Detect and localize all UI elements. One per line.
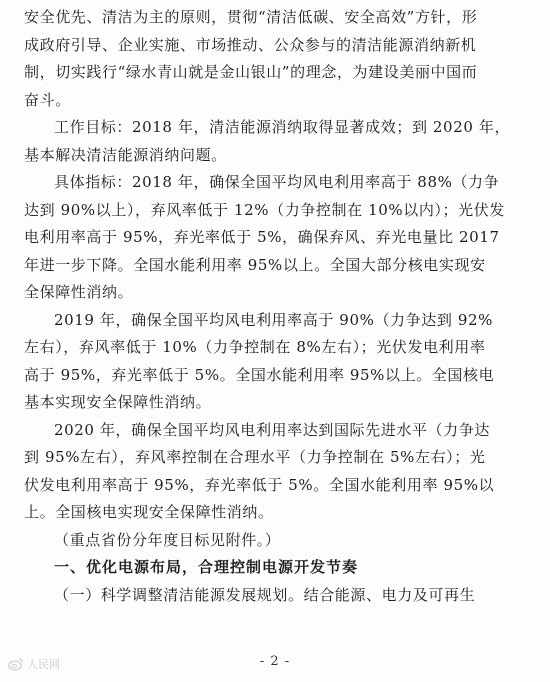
paragraph-line: 安全优先、清洁为主的原则，贯彻“清洁低碳、安全高效”方针，形: [24, 8, 478, 26]
paragraph-line: 年进一步下降。全国水能利用率 95%以上。全国大部分核电实现安: [24, 255, 486, 274]
paragraph-line: 全保障性消纳。: [24, 283, 134, 301]
paragraph-line: 上。全国核电实现安全保障性消纳。: [24, 503, 274, 521]
paragraph-line: 到 95%左右），弃风率控制在合理水平（力争控制在 5%左右）；光: [24, 448, 486, 466]
paragraph-line: 左右），弃风率低于 10%（力争控制在 8%左右）；光伏发电利用率: [24, 338, 486, 356]
attachment-note: （重点省份分年度目标见附件。）: [54, 530, 281, 549]
specific-indicators-line: 具体指标：2018 年，确保全国平均风电利用率高于 88%（力争: [54, 173, 500, 191]
paragraph-line: 成政府引导、企业实施、市场推动、公众参与的清洁能源消纳新机: [24, 35, 477, 54]
section-heading: 一、优化电源布局，合理控制电源开发节奏: [54, 558, 359, 576]
document-body: [24, 4, 530, 609]
paragraph-line: 高于 95%，弃光率低于 5%。全国水能利用率 95%以上。全国核电: [24, 365, 495, 384]
target-2020-line: 2020 年，确保全国平均风电利用率达到国际先进水平（力争达: [54, 420, 490, 439]
subsection-line: （一）科学调整清洁能源发展规划。结合能源、电力及可再生: [54, 585, 476, 604]
work-goal-line: 工作目标：2018 年，清洁能源消纳取得显著成效；到 2020 年，: [54, 118, 511, 136]
paragraph-line: 达到 90%以上），弃风率低于 12%（力争控制在 10%以内）；光伏发: [24, 200, 505, 219]
paragraph-line: 制，切实践行“绿水青山就是金山银山”的理念，为建设美丽中国而: [24, 63, 478, 81]
paragraph-line: 基本解决清洁能源消纳问题。: [24, 145, 227, 164]
paragraph-line: 电利用率高于 95%，弃光率低于 5%，确保弃风、弃光电量比 2017: [24, 228, 500, 246]
paragraph-line: 伏发电利用率高于 95%，弃光率低于 5%。全国水能利用率 95%以: [24, 475, 495, 494]
paragraph-line: 奋斗。: [24, 90, 71, 109]
watermark-text: 人民网: [27, 658, 60, 671]
page-number: - 2 -: [259, 654, 291, 669]
paragraph-line: 基本实现安全保障性消纳。: [24, 393, 212, 411]
target-2019-line: 2019 年，确保全国平均风电利用率高于 90%（力争达到 92%: [54, 310, 493, 329]
